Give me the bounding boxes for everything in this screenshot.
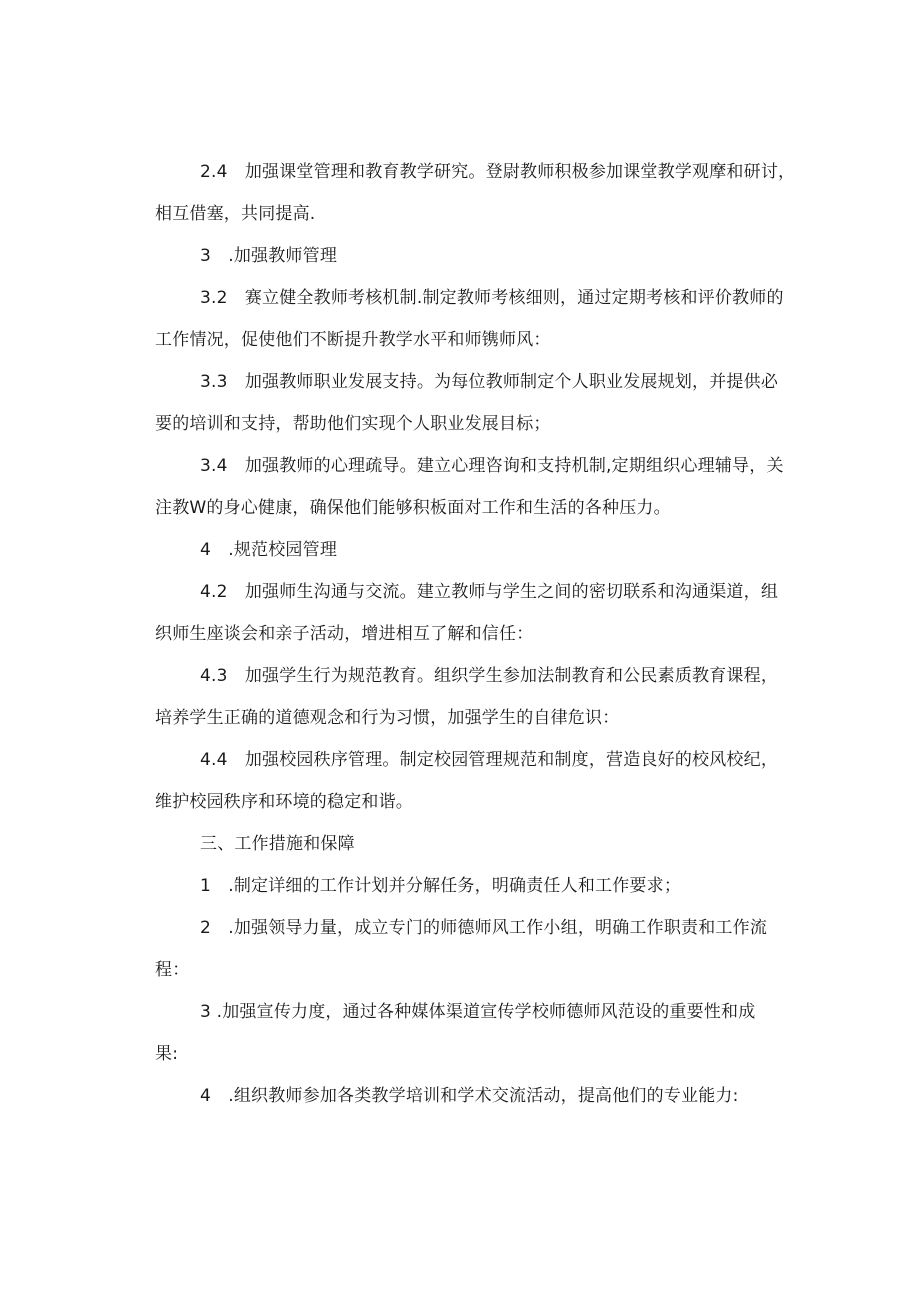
paragraph-line: 维护校园秩序和环境的稳定和谐。 <box>155 792 413 812</box>
section-heading: 3 .加强教师管理 <box>200 246 338 266</box>
paragraph-line: 织师生座谈会和亲子活动，增进相互了解和信任： <box>155 624 534 644</box>
paragraph-line: 工作情况，促使他们不断提升教学水平和师镌师风： <box>155 330 551 350</box>
paragraph-line: 4.2 加强师生沟通与交流。建立教师与学生之间的密切联系和沟通渠道，组 <box>200 582 779 602</box>
list-item: 1 .制定详细的工作计划并分解任务，明确责任人和工作要求； <box>200 876 682 896</box>
paragraph-line: 4.4 加强校园秩序管理。制定校园管理规范和制度，营造良好的校风校纪， <box>200 750 779 770</box>
paragraph-line: 2.4 加强课堂管理和教育教学研究。登尉教师积极参加课堂教学观摩和研讨， <box>200 162 796 182</box>
paragraph-line: 4.3 加强学生行为规范教育。组织学生参加法制教育和公民素质教育课程， <box>200 666 779 686</box>
paragraph-line: 3.3 加强教师职业发展支持。为每位教师制定个人职业发展规划，并提供必 <box>200 372 779 392</box>
chapter-heading: 三、工作措施和保障 <box>200 834 355 854</box>
paragraph-line: 相互借塞，共同提高. <box>155 204 316 224</box>
list-item: 2 .加强领导力量，成立专门的师德师风工作小组，明确工作职责和工作流 <box>200 918 768 938</box>
list-item: 3 .加强宣传力度，通过各种媒体渠道宣传学校师德师风范设的重要性和成 <box>200 1002 756 1022</box>
paragraph-line: 3.4 加强教师的心理疏导。建立心理咨询和支持机制,定期组织心理辅导，关 <box>200 456 784 476</box>
paragraph-line: 注教W的身心健康，确保他们能够积板面对工作和生活的各种压力。 <box>155 498 671 518</box>
section-heading: 4 .规范校园管理 <box>200 540 338 560</box>
paragraph-line: 要的培训和支持，帮助他们实现个人职业发展目标； <box>155 414 551 434</box>
paragraph-line: 程： <box>155 960 190 980</box>
paragraph-line: 培养学生正确的道德观念和行为习惯，加强学生的自律危识： <box>155 708 620 728</box>
paragraph-line: 果: <box>155 1044 179 1064</box>
list-item: 4 .组织教师参加各类教学培训和学术交流活动，提高他们的专业能力: <box>200 1086 739 1106</box>
paragraph-line: 3.2 赛立健全教师考核机制.制定教师考核细则，通过定期考核和评价教师的 <box>200 288 784 308</box>
